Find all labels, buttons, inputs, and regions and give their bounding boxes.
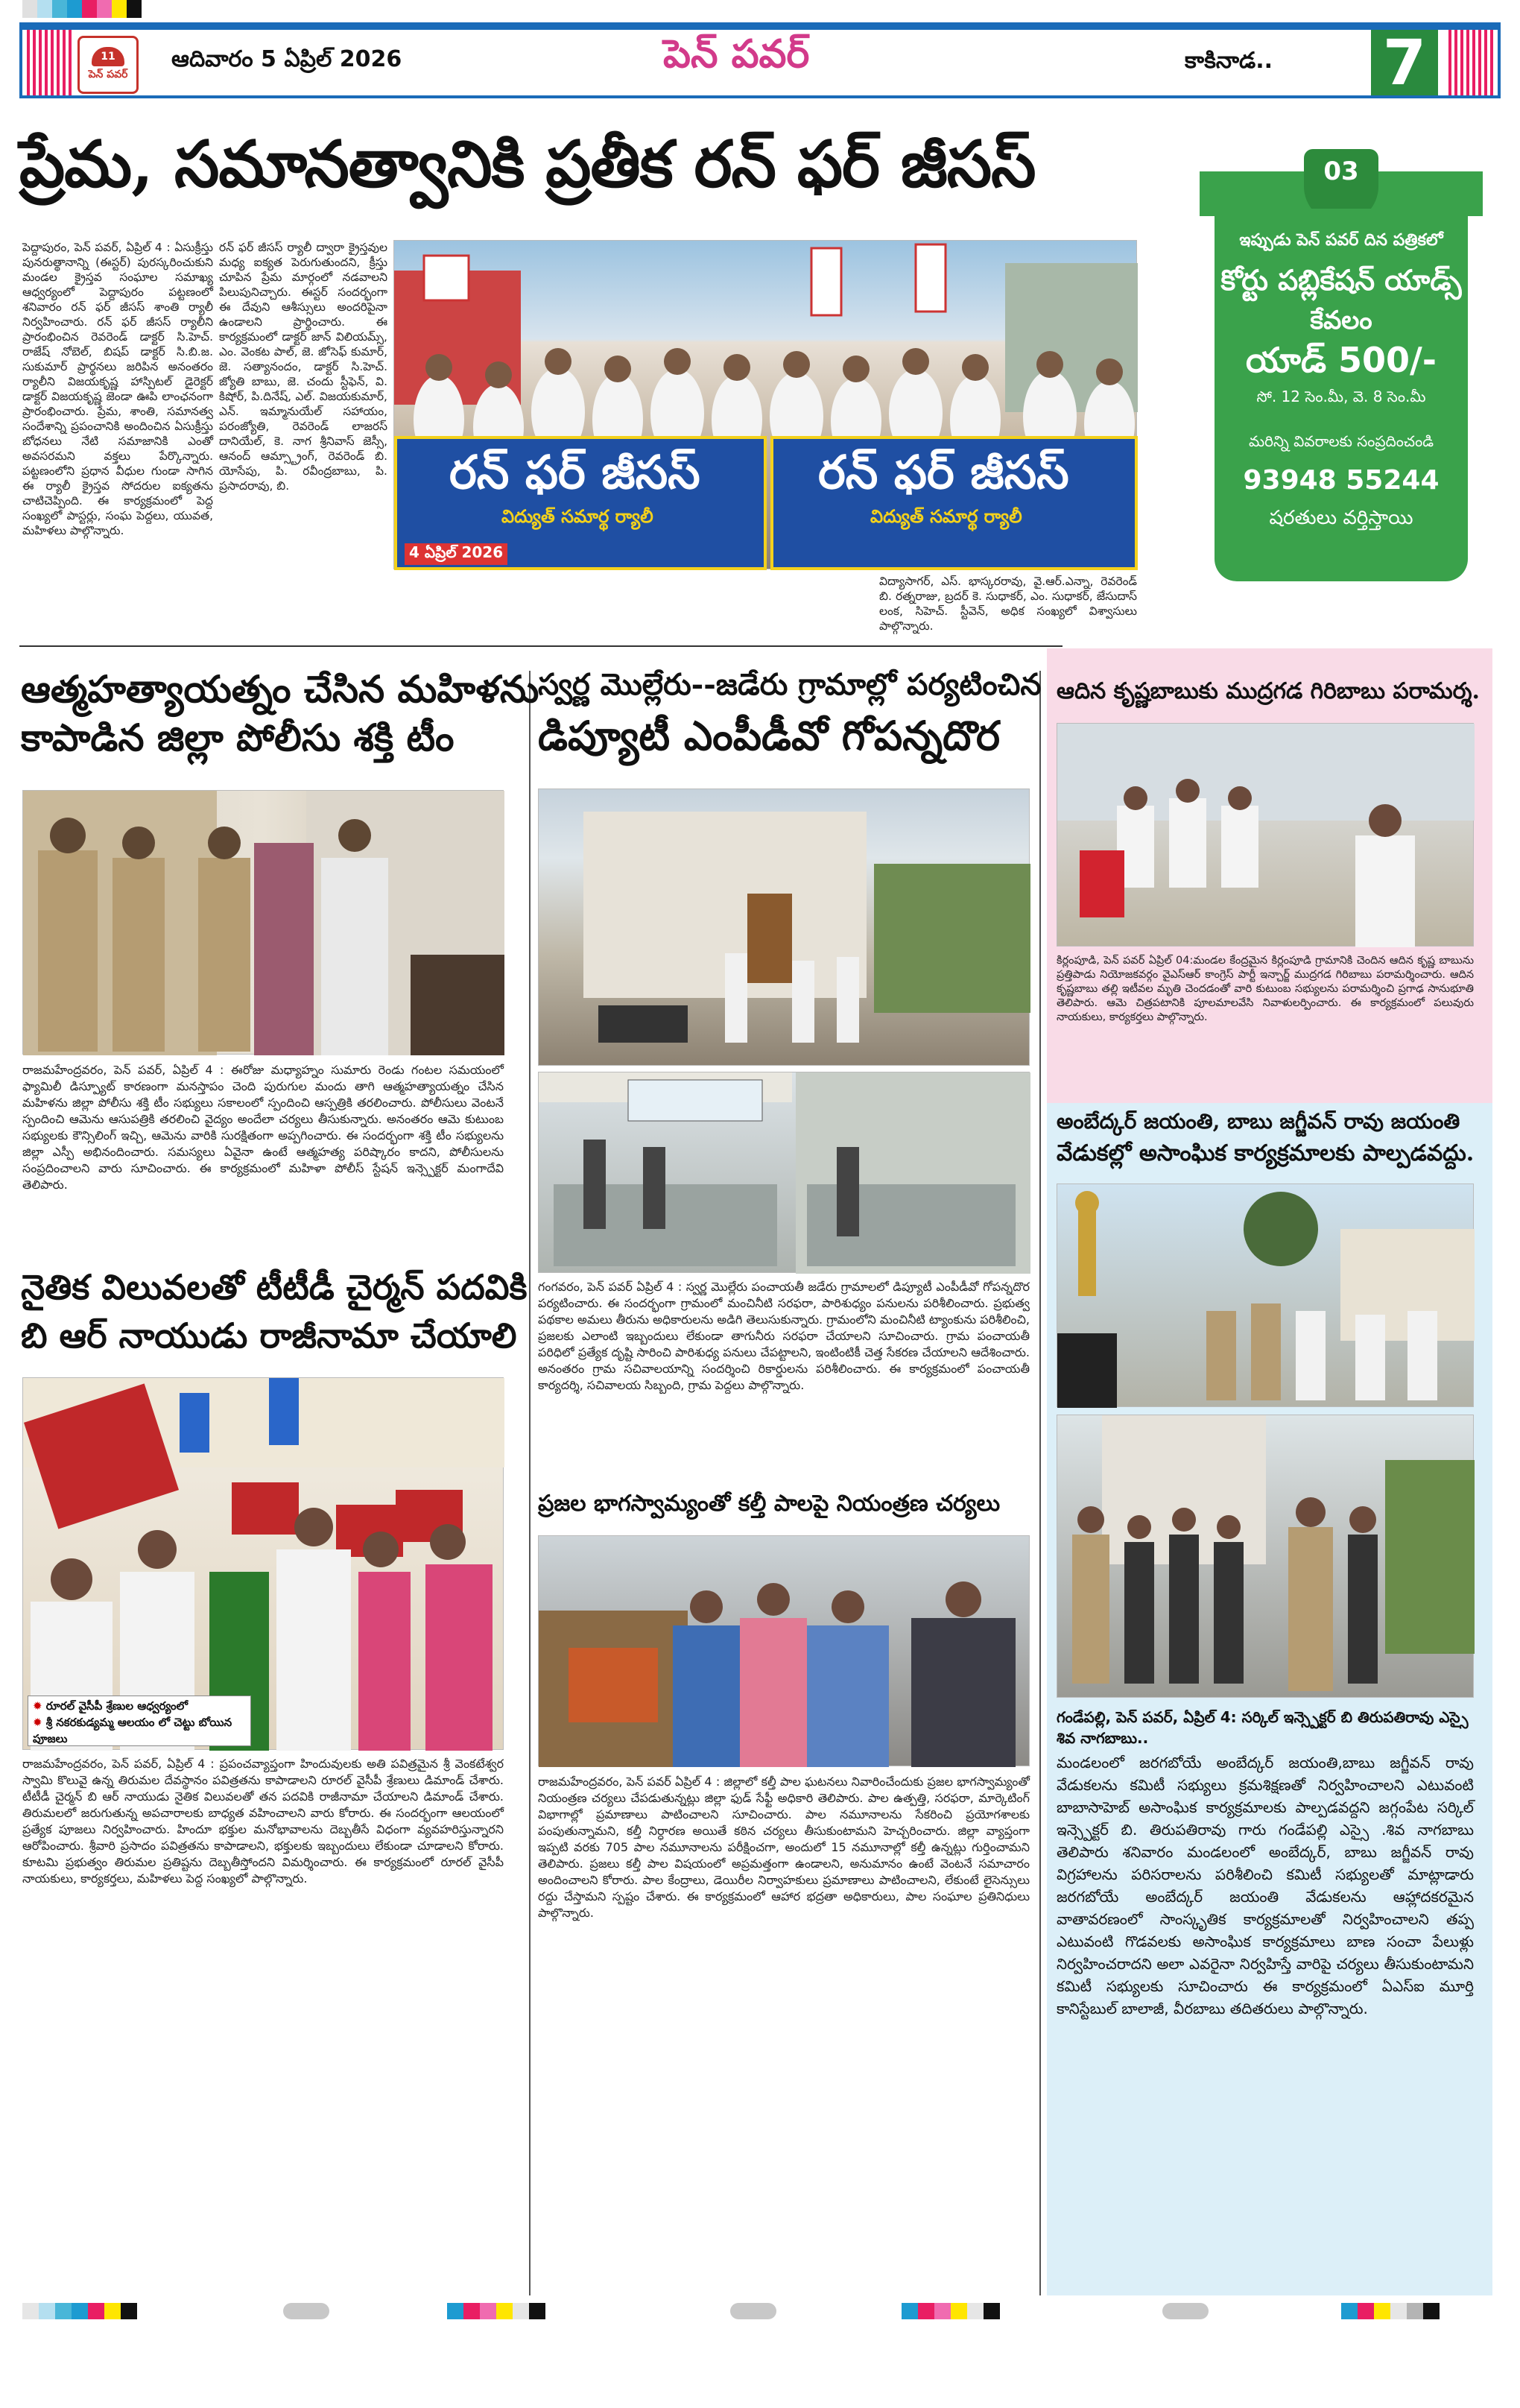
ttd-headline-line1: నైతిక విలువలతో టీటీడీ చైర్మన్ పదవికి — [21, 1267, 528, 1307]
banner-left-title: రన్ ఫర్ జీసస్ — [449, 445, 700, 499]
giribabu-photo — [1057, 723, 1474, 947]
ad-line-3: కేవలం — [1310, 306, 1372, 335]
column-divider-1 — [529, 671, 531, 2295]
court-publication-ad — [1200, 149, 1483, 596]
police-article: రాజమహేంద్రవరం, పెన్ పవర్, ఏప్రిల్ 4 : ఈరోజు మధ్యాహ్నం సుమారు రెండు గంటల సమయంలో ఫ్యామిలీ డిస్ప్యూట్ కారణంగా మనస్తాపం చెంది పురుగుల మందు తాగి ఆత్మహత్యాయత్నం చేసిన మహిళను జిల్లా పోలీసు శక్తి టీం సభ్యులు సకాలంలో స్పందించి ఆస్పత్రికి తరలించారు. పోలీసులు వెంటనే స్పందించి ఆమెను ఆసుపత్రికి తరలించి వైద్యం అందేలా చర్యలు తీసుకున్నారు. అనంతరం ఆమె కుటుంబ సభ్యులకు కౌన్సిలింగ్ ఇచ్చి, ఆమెను వారికి సురక్షితంగా అప్పగించారు. ఈ సందర్భంగా శక్తి టీం సభ్యులను జిల్లా ఎస్పీ అభినందించారు. సమస్యలు ఏవైనా ఉంటే ఆత్మహత్య పరిష్కారం కాదని, పోలీసులను సంప్రదించాలని వారు సూచించారు. ఈ కార్యక్రమంలో మహిళా పోలీస్ స్టేషన్ ఇన్స్పెక్టర్ మంగాదేవి తెలిపారు. — [22, 1063, 504, 1192]
milk-inspection-photo — [538, 1535, 1030, 1766]
color-bar-4 — [1341, 2303, 1440, 2319]
police-photo — [22, 790, 504, 1055]
ad-body — [1215, 209, 1468, 581]
pill-mark-1 — [283, 2303, 329, 2319]
logo-text: పెన్ పవర్ — [88, 69, 128, 80]
ad-line-1: ఇప్పుడు పెన్ పవర్ దిన పత్రికలో — [1239, 231, 1443, 250]
bullet-icon: ✹ — [33, 1699, 46, 1713]
ttd-headline-line2: బి ఆర్ నాయుడు రాజీనామా చేయాలి — [21, 1315, 517, 1356]
banner-right-subtitle: విద్యుత్ సమార్థ ర్యాలీ — [870, 506, 1022, 527]
ambedkar-dateline: గండేపల్లి, పెన్ పవర్, ఏప్రిల్ 4: సర్కిల్ ఇన్స్పెక్టర్ బి తిరుపతిరావు ఎస్సై శివ నాగబాబు.. — [1057, 1708, 1469, 1747]
color-bar-1 — [22, 2303, 137, 2319]
milk-lab-illustration — [539, 1536, 1030, 1767]
ttd-article: రాజమహేంద్రవరం, పెన్ పవర్, ఏప్రిల్ 4 : ప్రపంచవ్యాప్తంగా హిందువులకు అతి పవిత్రమైన శ్రీ వెంకటేశ్వర స్వామి కొలువై ఉన్న తిరుమల దేవస్థానం పవిత్రతను కాపాడాలని రూరల్ వైసీపీ శ్రేణులు డిమాండ్ చేశారు. టీటీడీ చైర్మన్ బి ఆర్ నాయుడు నైతిక విలువలతో తన పదవికి రాజీనామా చేయాలని డిమాండ్ చేశారు. తిరుమలలో జరుగుతున్న అపచారాలకు బాధ్యత వహించాలని వారు కోరారు. ఈ సందర్భంగా ఆలయంలో ప్రత్యేక పూజలు నిర్వహించారు. హిందూ భక్తుల మనోభావాలను దెబ్బతీసే విధంగా వ్యవహరిస్తున్నారని ఆరోపించారు. శ్రీవారి ప్రసాదం పవిత్రతను కాపాడాలని, భక్తులకు ఇబ్బందులు లేకుండా చూడాలని కోరారు. కూటమి ప్రభుత్వం తిరుమల ప్రతిష్టను దెబ్బతీస్తోందని విమర్శించారు. ఈ కార్యక్రమంలో రూరల్ వైసీపీ నాయకులు, కార్యకర్తలు, మహిళలు పెద్ద సంఖ్యలో పాల్గొన్నారు. — [22, 1757, 504, 1886]
column-divider-2 — [1039, 671, 1041, 2295]
milk-headline: ప్రజల భాగస్వామ్యంతో కల్తీ పాలపై నియంత్రణ చర్యలు — [538, 1491, 1001, 1517]
banner-left-subtitle: విద్యుత్ సమార్థ ర్యాలీ — [501, 506, 653, 527]
ambedkar-headline-line1: అంబేద్కర్ జయంతి, బాబు జగ్జీవన్ రావు జయంతి — [1057, 1109, 1460, 1134]
ttd-photo-caption-box — [28, 1696, 251, 1746]
masthead — [19, 22, 1501, 98]
edition-city: కాకినాడ.. — [1185, 48, 1273, 74]
registration-marks-top-left — [22, 0, 142, 18]
ad-number-badge: 03 — [1304, 149, 1378, 224]
ad-terms: షరతులు వర్తిస్తాయి — [1269, 507, 1413, 529]
deputy-article: గంగవరం, పెన్ పవర్ ఏప్రిల్ 4 : స్వర్ణ మొల్లేరు పంచాయతీ జడేరు గ్రామాలలో డిప్యూటీ ఎంపీడీవో గోపన్నదొర పర్యటించారు. ఈ సందర్భంగా గ్రామంలో మంచినీటి సరఫరా, పారిశుధ్యం పనులను పరిశీలించారు. ప్రభుత్వ పథకాల అమలు తీరును అధికారులను అడిగి తెలుసుకున్నారు. గ్రామంలోని మంచినీటి ట్యాంకును పరిశీలించి, ప్రజలకు ఎలాంటి ఇబ్బందులు లేకుండా తాగునీరు సరఫరా చేయాలని సూచించారు. గ్రామ పంచాయతీ పరిధిలో ప్రత్యేక దృష్టి సారించి పారిశుధ్య పనులు చేపట్టాలని, ఇంటింటికీ చెత్త సేకరణ చేయాలని ఆదేశించారు. అనంతరం గ్రామ సచివాలయాన్ని సందర్శించి రికార్డులను పరిశీలించారు. ఈ కార్యక్రమంలో పంచాయతీ కార్యదర్శి, సచివాలయ సిబ్బంది, గ్రామ పెద్దలు పాల్గొన్నారు. — [538, 1280, 1030, 1392]
lead-photo — [393, 240, 1137, 569]
ambedkar-statue-photo — [1057, 1184, 1474, 1407]
masthead-left-stripes — [27, 30, 72, 95]
giribabu-headline: ఆదిన కృష్ణబాబుకు ముద్రగడ గిరిబాబు పరామర్శ. — [1057, 678, 1480, 704]
protest-crowd-illustration — [23, 1378, 504, 1751]
building-visit-illustration — [539, 789, 1030, 1066]
pen-logo-icon: 11 — [92, 47, 124, 66]
ttd-protest-photo — [22, 1377, 504, 1750]
lead-article-col2: రన్ ఫర్ జీసస్ ర్యాలీ ద్వారా క్రైస్తవుల మధ్య ఐక్యత పెరుగుతుందని, క్రీస్తు చూపిన ప్రేమ మార్గంలో నడవాలని పిలుపునిచ్చారు. ఈస్టర్ సందర్భంగా ఈ దేవుని ఆశీస్సులు అందరిపైనా ఉండాలని ప్రార్థించారు. ఈ కార్యక్రమంలో డాక్టర్ జాన్ విలియమ్స్, ఎం. వెంకట పాల్, జె. జోసెఫ్ కుమార్, జె. సత్యానందం, డాక్టర్ సి.హెచ్. జ్యోతి బాబు, జె. చందు స్టీఫెన్, వి. కిషోర్, పి.దినేష్, ఎల్. విజయకుమార్, ఎన్. ఇమ్మానుయేల్ సహాయం, పరంజ్యోతి, రెవరెండ్ లాజరస్ దానియేల్, కె. నాగ శ్రీనివాస్ జెస్సీ, ఆనంద్ ఆమ్స్ట్రాంగ్, రెవరెండ్ బి. యోసేపు, పి. రవీంద్రబాబు, పి. ప్రసాదరావు, బి. — [219, 241, 387, 493]
ad-line-2: కోర్టు పబ్లికేషన్ యాడ్స్ — [1220, 264, 1462, 297]
pill-mark-2 — [730, 2303, 776, 2319]
masthead-right-stripes — [1448, 30, 1493, 95]
police-officers-illustration — [23, 791, 504, 1055]
police-meeting-photo — [1057, 1415, 1474, 1698]
deputy-headline-line1: స్వర్ణ మొల్లేరు--జడేరు గ్రామాల్లో పర్యటించిన — [538, 667, 1042, 702]
deputy-headline-line2: డిప్యూటీ ఎంపీడీవో గోపన్నదొర — [538, 712, 1000, 759]
banner-right-title: రన్ ఫర్ జీసస్ — [818, 445, 1069, 499]
banner-left-date: 4 ఏప్రిల్ 2026 — [405, 543, 507, 565]
ad-size-note: సో. 12 సెం.మీ, వె. 8 సెం.మీ — [1256, 388, 1426, 405]
committee-meeting-illustration — [1057, 1415, 1475, 1698]
ad-phone: 93948 55244 — [1243, 465, 1440, 496]
pill-mark-3 — [1162, 2303, 1209, 2319]
ttd-caption-2: శ్రీ నకరకుడ్యమ్మ ఆలయం లో చెట్టు బోయిన పూజలు — [33, 1716, 232, 1745]
bullet-icon: ✹ — [33, 1716, 46, 1729]
rally-banner-left — [394, 436, 767, 570]
lead-article-col3: విద్యాసాగర్, ఎస్. భాస్కరరావు, వై.ఆర్.ఎన్నా, రెవరెండ్ బి. రత్నరాజు, బ్రదర్ కె. సుధాకర్, ఎం. సుధాకర్, జేసుదాస్ లంక, సిహెచ్. స్టీవెన్, అధిక సంఖ్యలో విశ్వాసులు పాల్గొన్నారు. — [879, 575, 1137, 633]
ad-price: యాడ్ 500/- — [1246, 340, 1437, 380]
police-headline-line2: కాపాడిన జిల్లా పోలీసు శక్తి టీం — [21, 715, 455, 759]
ttd-caption-line1 — [33, 1699, 246, 1716]
ambedkar-headline-line2: వేడుకల్లో అసాంఘిక కార్యక్రమాలకు పాల్పడవద్దు. — [1057, 1140, 1475, 1166]
statue-inspection-illustration — [1057, 1184, 1475, 1408]
newspaper-title: పెన్ పవర్ — [663, 31, 810, 77]
page-number: 7 — [1371, 30, 1438, 95]
lead-headline: ప్రేమ, సమానత్వానికి ప్రతీక రన్ ఫర్ జీసస్ — [19, 127, 1036, 202]
rally-banner-right — [770, 436, 1138, 570]
edition-date: ఆదివారం 5 ఏప్రిల్ 2026 — [171, 46, 402, 72]
section-divider — [19, 645, 1063, 647]
lead-article-col1: పెద్దాపురం, పెన్ పవర్, ఏప్రిల్ 4 : ఏసుక్రీస్తు పునరుత్థానాన్ని (ఈస్టర్) పురస్కరించుకుని మండల క్రైస్తవ సంఘాల సమాఖ్య ఆధ్వర్యంలో పెద్దాపురం పట్టణంలో శనివారం రన్ ఫర్ జీసస్ శాంతి ర్యాలీ నిర్వహించారు. రన్ ఫర్ జీసస్ ర్యాలీని ప్రారంభించిన రెవరెండ్ డాక్టర్ సి.హెచ్. రాజేష్ నోబెల్, బిషప్ డాక్టర్ సి.బి.జ. సుకుమార్ ప్రార్థనలు జరిపిన అనంతరం ర్యాలీని విజయకృష్ణ హాస్పిటల్ డైరెక్టర్ డాక్టర్ విజయకృష్ణ జెండా ఊపి లాంఛనంగా ప్రారంభించారు. ప్రేమ, శాంతి, సమానత్వ సందేశాన్ని ప్రపంచానికి అందించిన ఏసుక్రీస్తు బోధనలు నేటి సమాజానికి ఎంతో అవసరమని వక్తలు పేర్కొన్నారు. పట్టణంలోని ప్రధాన వీధుల గుండా సాగిన ఈ ర్యాలీ క్రైస్తవ సోదరుల ఐక్యతను చాటిచెప్పింది. ఈ కార్యక్రమంలో పెద్ద సంఖ్యలో పాస్టర్లు, సంఘ పెద్దలు, యువత, మహిళలు పాల్గొన్నారు. — [22, 241, 213, 537]
ttd-caption-1: రూరల్ వైసీపీ శ్రేణుల ఆధ్వర్యంలో — [45, 1699, 189, 1713]
ad-contact-note: మరిన్ని వివరాలకు సంప్రదించండి — [1248, 432, 1434, 450]
color-bar-3 — [902, 2303, 1000, 2319]
milk-article: రాజమహేంద్రవరం, పెన్ పవర్ ఏప్రిల్ 4 : జిల్లాలో కల్తీ పాల ఘటనలు నివారించేందుకు ప్రజల భాగస్వామ్యంతో నియంత్రణ చర్యలు చేపడుతున్నట్లు జిల్లా ఫుడ్ సేఫ్టీ అధికారి తెలిపారు. పాల ఉత్పత్తి, సరఫరా, మార్కెటింగ్ విభాగాల్లో ప్రమాణాలు పాటించాలని సూచించారు. పాల నమూనాలను సేకరించి ప్రయోగశాలకు పంపుతున్నామని, కల్తీ నిర్ధారణ అయితే కఠిన చర్యలు తీసుకుంటామని హెచ్చరించారు. జిల్లా వ్యాప్తంగా ఇప్పటి వరకు 705 పాల నమూనాలను పరీక్షించగా, అందులో 15 నమూనాల్లో కల్తీ ఉన్నట్లు గుర్తించామని తెలిపారు. ప్రజలు కల్తీ పాల విషయంలో అప్రమత్తంగా ఉండాలని, అనుమానం ఉంటే వెంటనే సమాచారం అందించాలని కోరారు. పాల కేంద్రాలు, డెయిరీల నిర్వాహకులు ప్రమాణాలు పాటించాలని, లేకుంటే లైసెన్సులు రద్దు చేస్తామని స్పష్టం చేశారు. ఈ కార్యక్రమంలో ఆహార భద్రతా అధికారులు, పాల సంఘాల ప్రతినిధులు పాల్గొన్నారు. — [538, 1775, 1030, 1920]
shelter-visit-illustration — [539, 1072, 1030, 1274]
color-bar-2 — [447, 2303, 545, 2319]
police-headline-line1: ఆత్మహత్యాయత్నం చేసిన మహిళను — [21, 667, 539, 711]
ambedkar-article: మండలంలో జరగబోయే అంబేద్కర్ జయంతి,బాబు జగ్జీవన్ రావు వేడుకలను కమిటీ సభ్యులు క్రమశిక్షణతో నిర్వహించాలని ఎటువంటి బాబాసాహెబ్ అసాంఘిక కార్యక్రమాలకు పాల్పడవద్దని జగ్గంపేట సర్కిల్ ఇన్స్పెక్టర్ బి. తిరుపతిరావు గారు గండేపల్లి ఎస్సై .శివ నాగబాబు తెలిపారు శనివారం మండలంలో అంబేద్కర్, బాబు జగ్జీవన్ రావు విగ్రహాలను పరిసరాలను పరిశీలించి కమిటీ సభ్యులతో మాట్లాడారు జరగబోయే అంబేద్కర్ జయంతి వేడుకలను ఆహ్లాదకరమైన వాతావరణంలో సాంస్కృతిక కార్యక్రమాలతో నిర్వహించాలని తప్ప ఎటువంటి గొడవలకు అసాంఘిక కార్యక్రమాలు బాణ సంచా పేలుళ్లు నిర్వహించరాదని అలా ఎవరైనా నిర్వహిస్తే వారిపై చర్యలు తీసుకుంటామని కమిటీ సభ్యులకు సూచించారు ఈ కార్యక్రమంలో ఏఎస్ఐ మూర్తి కానిస్టేబుల్ బాలాజీ, వీరబాబు తదితరులు పాల్గొన్నారు. — [1057, 1754, 1474, 2017]
giribabu-article: కిర్లంపూడి, పెన్ పవర్ ఏప్రిల్ 04:మండల కేంద్రమైన కిర్లంపూడి గ్రామానికి చెందిన ఆదిన కృష్ణ బాబును ప్రత్తిపాడు నియోజకవర్గం వైఎస్ఆర్ కాంగ్రెస్ పార్టీ ఇన్చార్జ్ ముద్రగడ గిరిబాబు పరామర్శించారు. ఆదిన కృష్ణబాబు తల్లి ఇటీవల మృతి చెందడంతో వారి కుటుంబ సభ్యులను పరామర్శించి ప్రగాఢ సానుభూతి తెలిపారు. ఆమె చిత్రపటానికి పూలమాలవేసి నివాళులర్పించారు. ఈ కార్యక్రమంలో పలువురు నాయకులు, కార్యకర్తలు పాల్గొన్నారు. — [1057, 955, 1474, 1023]
newspaper-logo — [77, 36, 139, 94]
ttd-caption-line2 — [33, 1716, 246, 1748]
deputy-photo-2 — [538, 1072, 1030, 1273]
meeting-illustration — [1057, 724, 1475, 947]
deputy-photo-1 — [538, 789, 1030, 1066]
